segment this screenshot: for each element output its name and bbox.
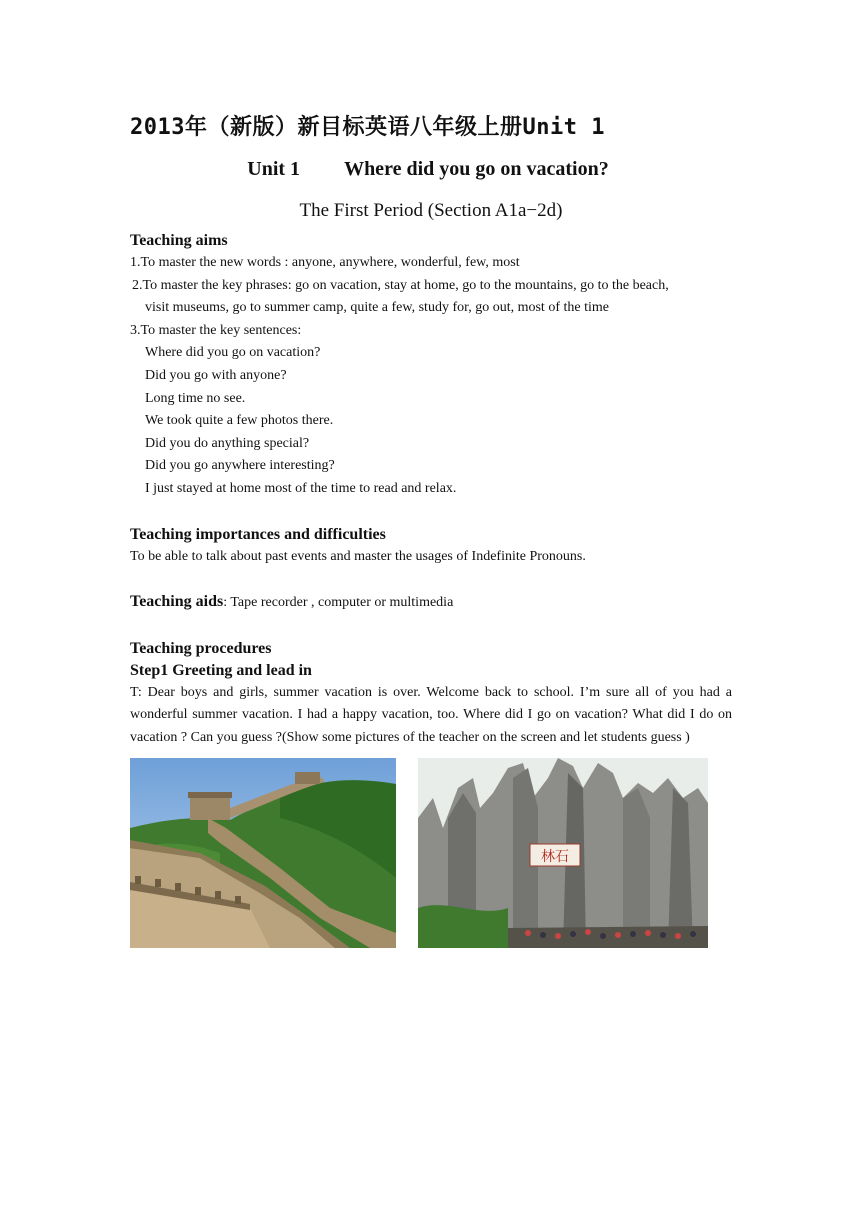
key-sentence: Where did you go on vacation? [145,345,321,361]
procedures-heading: Teaching procedures [130,639,272,657]
aims-line-3: 3.To master the key sentences: [130,322,302,338]
document-title: 2013年（新版）新目标英语八年级上册Unit 1 [130,115,605,140]
key-sentence: Long time no see. [145,390,246,406]
great-wall-photo [130,758,396,948]
key-sentence: Did you go with anyone? [145,367,287,383]
teaching-aids-text: : Tape recorder , computer or multimedia [223,595,454,611]
unit-title: Where did you go on vacation? [344,158,609,180]
importances-heading: Teaching importances and difficulties [130,525,386,543]
teaching-aids-heading: Teaching aids [130,593,224,611]
teaching-aims-heading: Teaching aims [130,232,228,249]
stone-forest-sign: 林石 [541,848,569,865]
spacer [130,615,732,638]
photo-row [130,758,732,950]
period-title: The First Period (Section A1a−2d) [299,200,563,221]
step1-text: T: Dear boys and girls, summer vacation is over. Welcome back to school. I’m sure all of you had a wonderful summer vacation. I had a happy vacation, too. Where did I go on vacation? What did I do on vacation ? Can you guess ?(Show some pictures of the teacher on the screen and let students guess ) [130,684,732,745]
unit-heading [130,154,732,184]
stone-forest-photo [418,758,708,948]
aims-line-1: 1.To master the new words : anyone, anywhere, wonderful, few, most [130,255,520,270]
unit-number: Unit 1 [247,158,301,180]
aims-line-2: 2.To master the key phrases: go on vacation, stay at home, go to the mountains, go to the beach, [132,277,669,293]
teaching-aids-line [130,591,732,615]
aims-line-2-continued: visit museums, go to summer camp, quite a few, study for, go out, most of the time [145,300,609,316]
key-sentence: I just stayed at home most of the time to read and relax. [145,480,457,496]
step1-heading: Step1 Greeting and lead in [130,661,312,679]
importances-text: To be able to talk about past events and master the usages of Indefinite Pronouns. [130,548,586,564]
key-sentence: Did you go anywhere interesting? [145,458,335,474]
key-sentence: We took quite a few photos there. [145,413,334,429]
spacer [130,501,732,524]
key-sentence: Did you do anything special? [145,435,310,451]
spacer [130,568,732,591]
document-page [130,108,732,950]
